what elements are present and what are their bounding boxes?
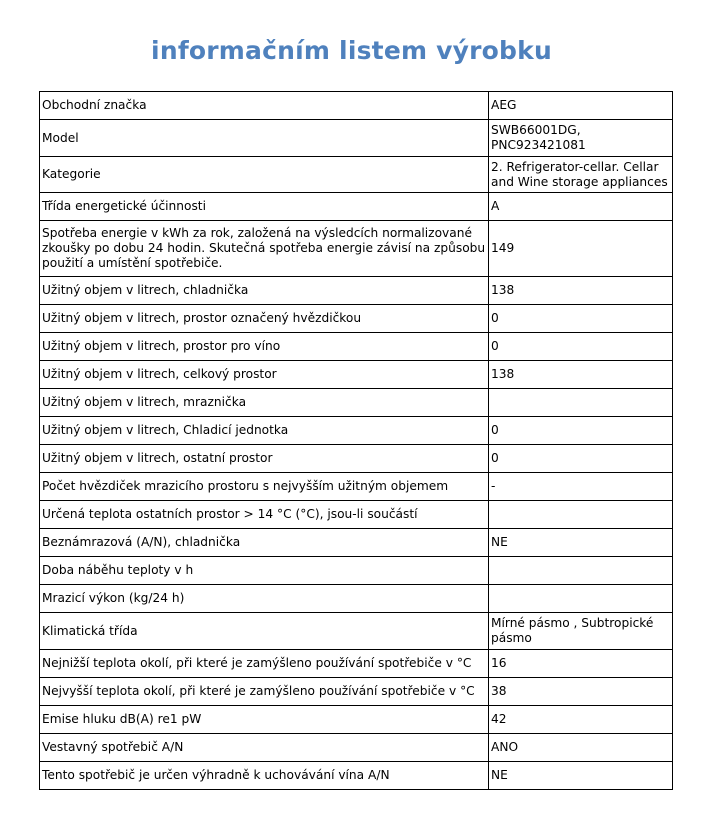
table-row bbox=[40, 157, 673, 193]
table-row bbox=[40, 585, 673, 613]
row-value: 138 bbox=[489, 277, 673, 305]
table-row bbox=[40, 221, 673, 277]
table-row bbox=[40, 678, 673, 706]
row-value: Mírné pásmo , Subtropické pásmo bbox=[489, 613, 673, 650]
row-label: Mrazicí výkon (kg/24 h) bbox=[40, 585, 489, 613]
row-label: Nejnižší teplota okolí, při které je zamýšleno používání spotřebiče v °C bbox=[40, 650, 489, 678]
row-value bbox=[489, 501, 673, 529]
row-label: Kategorie bbox=[40, 157, 489, 193]
row-value: 0 bbox=[489, 445, 673, 473]
row-label: Emise hluku dB(A) re1 pW bbox=[40, 706, 489, 734]
table-row bbox=[40, 762, 673, 790]
row-label: Spotřeba energie v kWh za rok, založená na výsledcích normalizované zkoušky po dobu 24 hodin. Skutečná spotřeba energie závisí na způsobu použití a umístění spotřebiče. bbox=[40, 221, 489, 277]
row-value: ANO bbox=[489, 734, 673, 762]
row-value: 16 bbox=[489, 650, 673, 678]
table-row bbox=[40, 557, 673, 585]
row-value: 0 bbox=[489, 417, 673, 445]
row-label: Třída energetické účinnosti bbox=[40, 193, 489, 221]
table-row bbox=[40, 613, 673, 650]
row-value: AEG bbox=[489, 92, 673, 120]
row-value bbox=[489, 585, 673, 613]
row-label: Model bbox=[40, 120, 489, 157]
row-value: NE bbox=[489, 529, 673, 557]
row-label: Doba náběhu teploty v h bbox=[40, 557, 489, 585]
row-value bbox=[489, 557, 673, 585]
table-row bbox=[40, 193, 673, 221]
row-label: Obchodní značka bbox=[40, 92, 489, 120]
row-label: Počet hvězdiček mrazicího prostoru s nejvyšším užitným objemem bbox=[40, 473, 489, 501]
table-row bbox=[40, 417, 673, 445]
table-row bbox=[40, 650, 673, 678]
row-label: Užitný objem v litrech, Chladicí jednotka bbox=[40, 417, 489, 445]
row-value: 38 bbox=[489, 678, 673, 706]
row-value: SWB66001DG, PNC923421081 bbox=[489, 120, 673, 157]
row-label: Beznámrazová (A/N), chladnička bbox=[40, 529, 489, 557]
row-value: 0 bbox=[489, 305, 673, 333]
row-value: NE bbox=[489, 762, 673, 790]
row-label: Užitný objem v litrech, celkový prostor bbox=[40, 361, 489, 389]
row-label: Nejvyšší teplota okolí, při které je zamýšleno používání spotřebiče v °C bbox=[40, 678, 489, 706]
row-value: 2. Refrigerator-cellar. Cellar and Wine storage appliances bbox=[489, 157, 673, 193]
row-value: 0 bbox=[489, 333, 673, 361]
table-row bbox=[40, 277, 673, 305]
page-title: informačním listem výrobku bbox=[151, 36, 552, 65]
table-row bbox=[40, 473, 673, 501]
table-row bbox=[40, 92, 673, 120]
row-value: 149 bbox=[489, 221, 673, 277]
table-row bbox=[40, 501, 673, 529]
row-label: Užitný objem v litrech, prostor pro víno bbox=[40, 333, 489, 361]
row-label: Užitný objem v litrech, prostor označený hvězdičkou bbox=[40, 305, 489, 333]
table-row bbox=[40, 529, 673, 557]
row-label: Užitný objem v litrech, ostatní prostor bbox=[40, 445, 489, 473]
row-value: 138 bbox=[489, 361, 673, 389]
row-label: Užitný objem v litrech, mraznička bbox=[40, 389, 489, 417]
table-row bbox=[40, 333, 673, 361]
product-info-table bbox=[39, 91, 673, 790]
row-label: Vestavný spotřebič A/N bbox=[40, 734, 489, 762]
table-row bbox=[40, 361, 673, 389]
table-row bbox=[40, 734, 673, 762]
table-row bbox=[40, 706, 673, 734]
row-label: Klimatická třída bbox=[40, 613, 489, 650]
table-row bbox=[40, 389, 673, 417]
row-value: A bbox=[489, 193, 673, 221]
row-label: Tento spotřebič je určen výhradně k uchovávání vína A/N bbox=[40, 762, 489, 790]
row-label: Určená teplota ostatních prostor > 14 °C (°C), jsou-li součástí bbox=[40, 501, 489, 529]
table-row bbox=[40, 120, 673, 157]
table-row bbox=[40, 305, 673, 333]
row-label: Užitný objem v litrech, chladnička bbox=[40, 277, 489, 305]
row-value bbox=[489, 389, 673, 417]
row-value: - bbox=[489, 473, 673, 501]
table-row bbox=[40, 445, 673, 473]
row-value: 42 bbox=[489, 706, 673, 734]
